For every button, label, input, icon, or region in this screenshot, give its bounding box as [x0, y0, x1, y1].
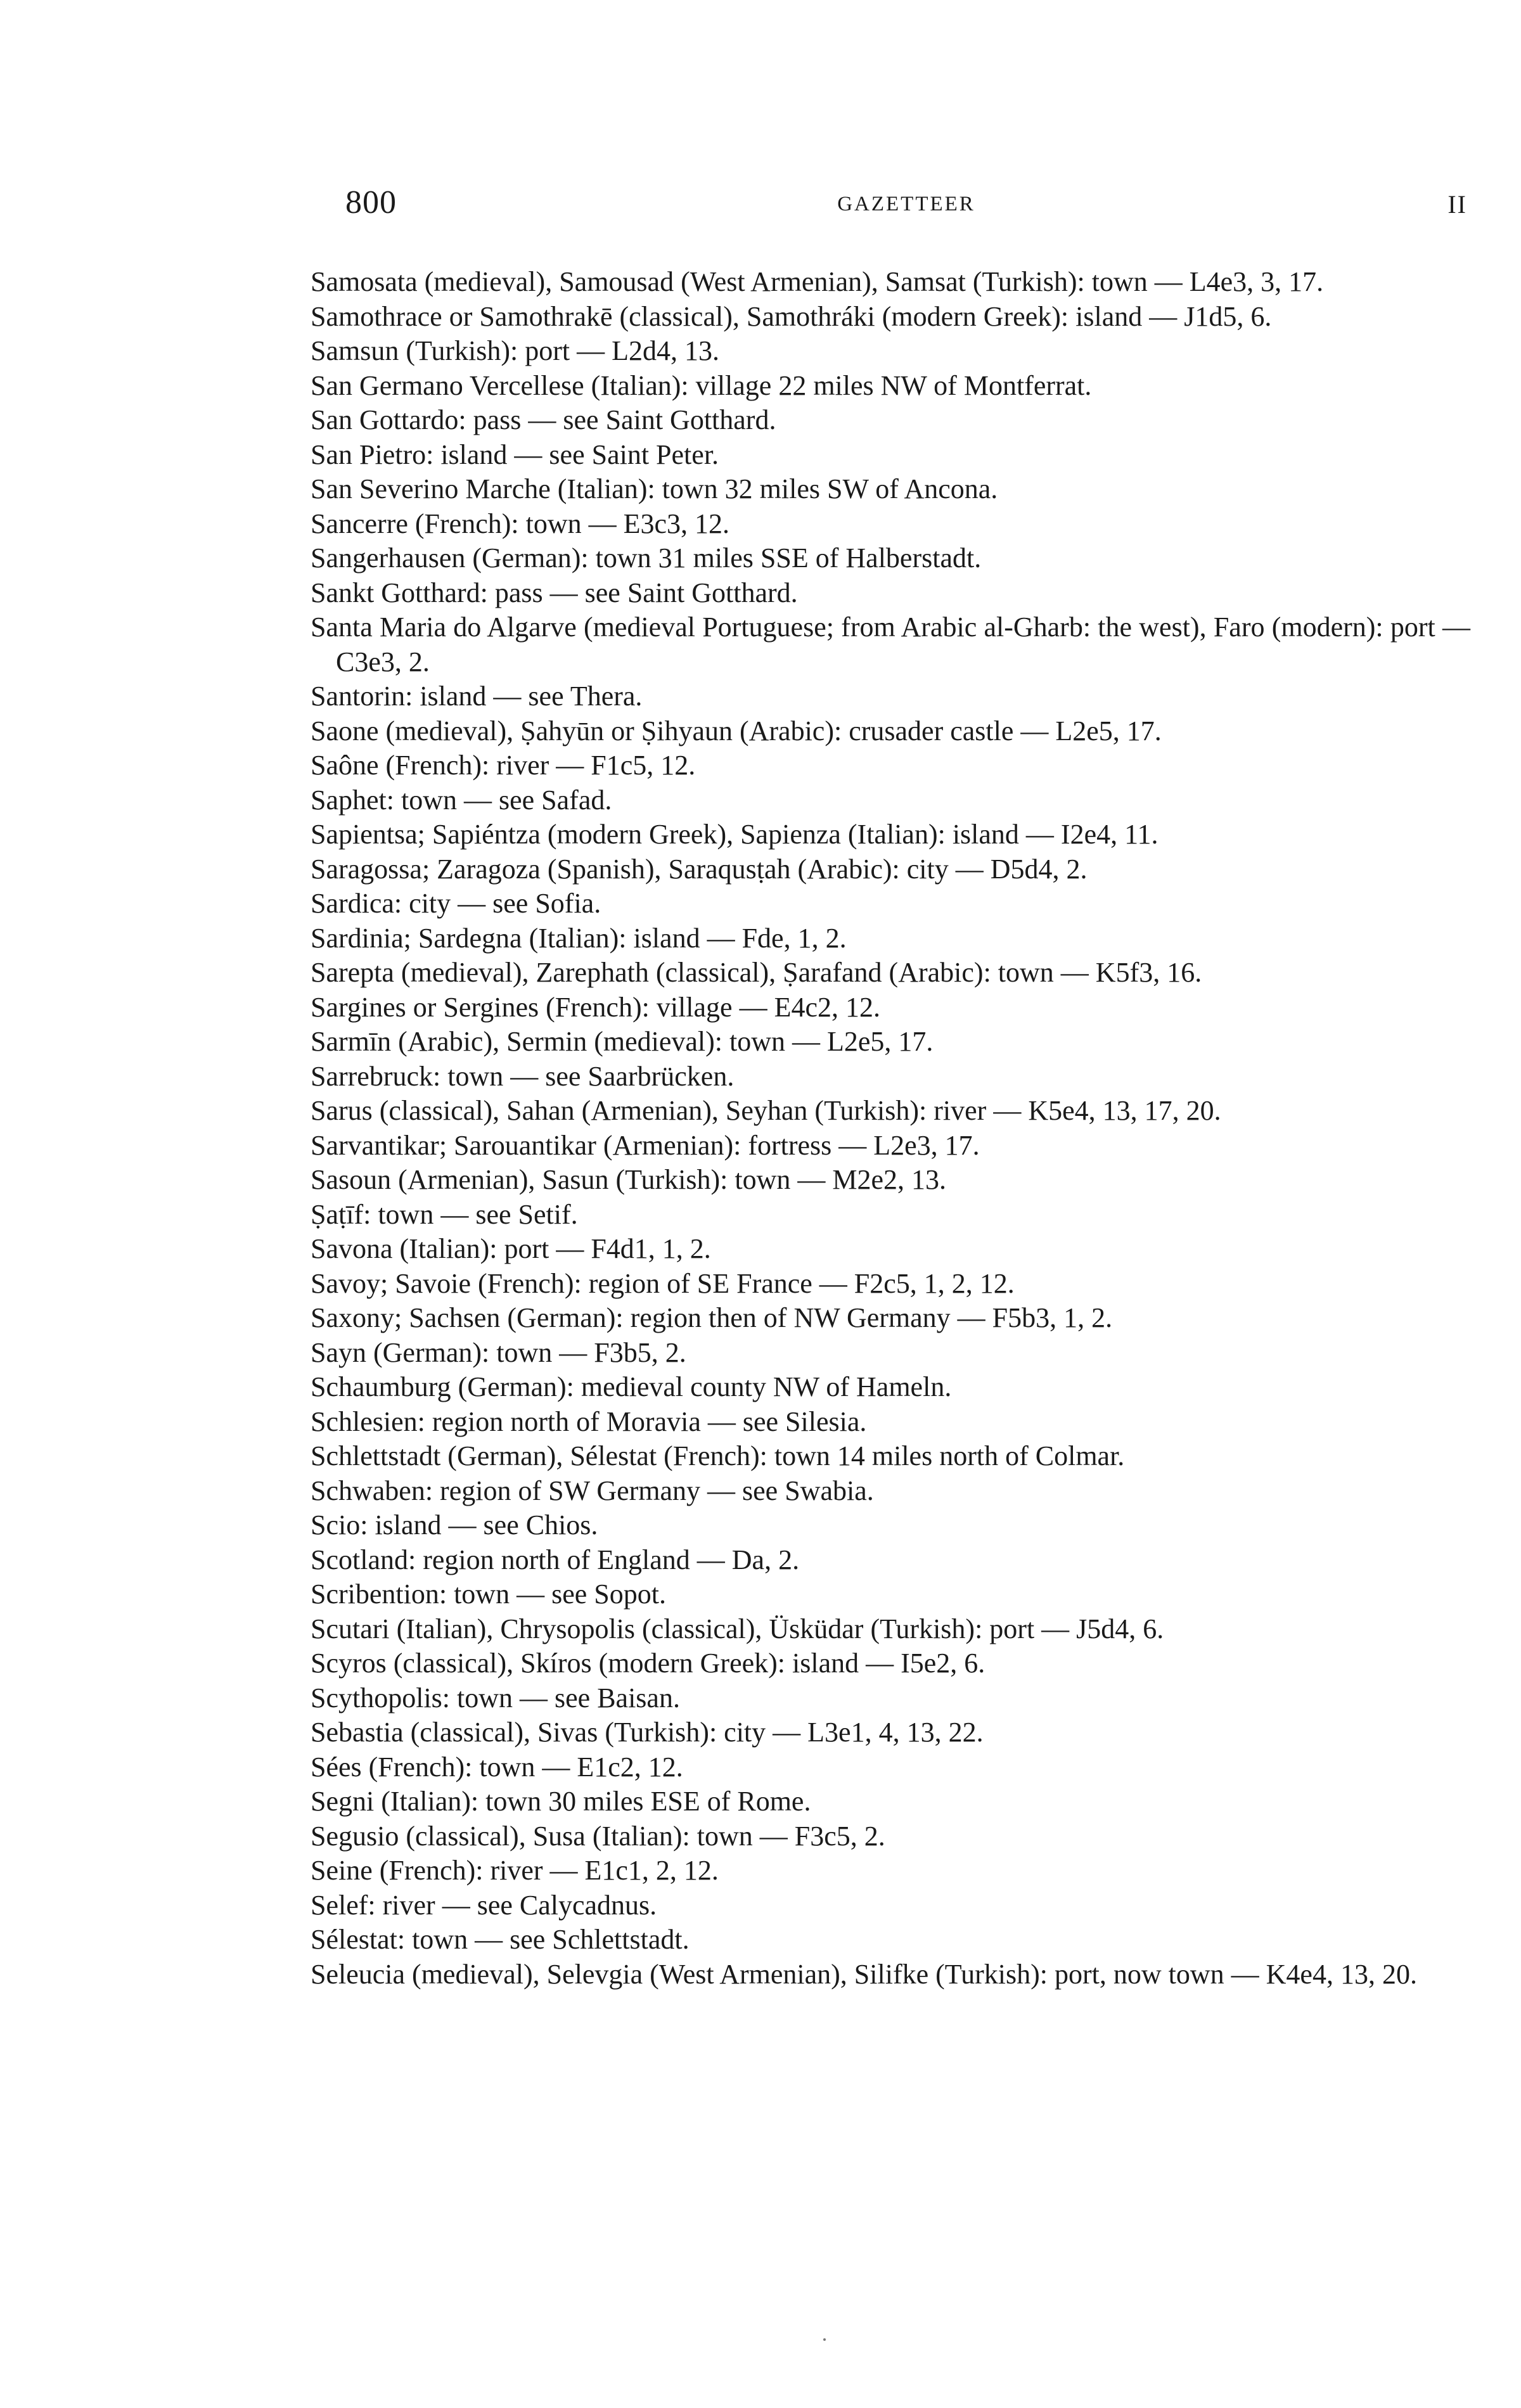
gazetteer-entry: Sarrebruck: town — see Saarbrücken.: [311, 1060, 735, 1092]
gazetteer-entry: Saxony; Sachsen (German): region then of NW Germany — F5b3, 1, 2.: [311, 1302, 1113, 1333]
running-title: GAZETTEER: [837, 193, 975, 215]
gazetteer-entry: Sayn (German): town — F3b5, 2.: [311, 1336, 686, 1368]
gazetteer-entry: Samothrace or Samothrakē (classical), Samothráki (modern Greek): island — J1d5, 6.: [311, 300, 1272, 332]
gazetteer-entry: Segni (Italian): town 30 miles ESE of Rome.: [311, 1786, 811, 1817]
gazetteer-entry: San Severino Marche (Italian): town 32 miles SW of Ancona.: [311, 473, 998, 504]
gazetteer-entry: Scythopolis: town — see Baisan.: [311, 1682, 680, 1713]
gazetteer-entry: Santa Maria do Algarve (medieval Portuguese; from Arabic al-Gharb: the west), Faro (modern): port — C3e3, 2.: [311, 612, 1470, 677]
gazetteer-entry: Saragossa; Zaragoza (Spanish), Saraqusṭah (Arabic): city — D5d4, 2.: [311, 853, 1088, 885]
gazetteer-entry-list: [311, 265, 1470, 1992]
gazetteer-entry: Scyros (classical), Skíros (modern Greek): island — I5e2, 6.: [311, 1648, 985, 1679]
gazetteer-entry: Sarmīn (Arabic), Sermin (medieval): town — L2e5, 17.: [311, 1026, 934, 1057]
gazetteer-entry: Schlettstadt (German), Sélestat (French): town 14 miles north of Colmar.: [311, 1440, 1125, 1471]
gazetteer-entry: Sardica: city — see Sofia.: [311, 888, 601, 919]
gazetteer-entry: Samosata (medieval), Samousad (West Armenian), Samsat (Turkish): town — L4e3, 3, 17.: [311, 266, 1324, 297]
gazetteer-entry: Scio: island — see Chios.: [311, 1509, 598, 1540]
gazetteer-entry: Selef: river — see Calycadnus.: [311, 1889, 657, 1921]
gazetteer-entry: San Pietro: island — see Saint Peter.: [311, 439, 719, 470]
gazetteer-entry: Schwaben: region of SW Germany — see Swabia.: [311, 1475, 874, 1506]
gazetteer-entry: Sancerre (French): town — E3c3, 12.: [311, 508, 730, 539]
gazetteer-entry: Savona (Italian): port — F4d1, 1, 2.: [311, 1233, 711, 1264]
gazetteer-entry: Sapientsa; Sapiéntza (modern Greek), Sapienza (Italian): island — I2e4, 11.: [311, 819, 1158, 850]
gazetteer-entry: Sangerhausen (German): town 31 miles SSE of Halberstadt.: [311, 542, 982, 573]
gazetteer-entry: Saphet: town — see Safad.: [311, 784, 612, 816]
gazetteer-entry: Sebastia (classical), Sivas (Turkish): city — L3e1, 4, 13, 22.: [311, 1717, 984, 1748]
gazetteer-entry: Schlesien: region north of Moravia — see Silesia.: [311, 1406, 867, 1437]
gazetteer-entry: Sasoun (Armenian), Sasun (Turkish): town — M2e2, 13.: [311, 1164, 946, 1195]
gazetteer-entry: Saone (medieval), Ṣahyūn or Ṣihyaun (Arabic): crusader castle — L2e5, 17.: [311, 715, 1162, 746]
gazetteer-entry: Savoy; Savoie (French): region of SE France — F2c5, 1, 2, 12.: [311, 1267, 1015, 1299]
gazetteer-entry: San Gottardo: pass — see Saint Gotthard.: [311, 404, 776, 435]
gazetteer-entry: Scotland: region north of England — Da, 2.: [311, 1544, 800, 1575]
gazetteer-entry: Sarepta (medieval), Zarephath (classical), Ṣarafand (Arabic): town — K5f3, 16.: [311, 957, 1202, 988]
gazetteer-entry: Seleucia (medieval), Selevgia (West Armenian), Silifke (Turkish): port, now town — K4e4, 13, 20.: [311, 1958, 1417, 1990]
gazetteer-entry: Sélestat: town — see Schlettstadt.: [311, 1924, 690, 1955]
page-number: 800: [345, 184, 397, 221]
page-header: [345, 184, 1467, 228]
gazetteer-entry: Saône (French): river — F1c5, 12.: [311, 750, 696, 781]
print-speck: [823, 2338, 826, 2341]
gazetteer-entry: Sargines or Sergines (French): village — E4c2, 12.: [311, 991, 880, 1023]
section-marker: II: [1447, 190, 1467, 219]
gazetteer-entry: San Germano Vercellese (Italian): village 22 miles NW of Montferrat.: [311, 369, 1092, 401]
gazetteer-entry: Sankt Gotthard: pass — see Saint Gotthard.: [311, 577, 798, 608]
gazetteer-entry: Seine (French): river — E1c1, 2, 12.: [311, 1855, 719, 1886]
gazetteer-entry: Sées (French): town — E1c2, 12.: [311, 1751, 683, 1783]
gazetteer-entry: Segusio (classical), Susa (Italian): town — F3c5, 2.: [311, 1820, 885, 1852]
gazetteer-entry: Sarus (classical), Sahan (Armenian), Seyhan (Turkish): river — K5e4, 13, 17, 20.: [311, 1095, 1221, 1126]
gazetteer-entry: Schaumburg (German): medieval county NW of Hameln.: [311, 1371, 952, 1402]
gazetteer-entry: Samsun (Turkish): port — L2d4, 13.: [311, 335, 719, 366]
gazetteer-entry: Santorin: island — see Thera.: [311, 681, 643, 712]
gazetteer-entry: Scribention: town — see Sopot.: [311, 1579, 666, 1610]
gazetteer-entry: Scutari (Italian), Chrysopolis (classical), Üsküdar (Turkish): port — J5d4, 6.: [311, 1613, 1164, 1644]
gazetteer-entry: Sardinia; Sardegna (Italian): island — Fde, 1, 2.: [311, 922, 847, 954]
gazetteer-entry: Sarvantikar; Sarouantikar (Armenian): fortress — L2e3, 17.: [311, 1129, 980, 1161]
gazetteer-entry: Ṣaṭīf: town — see Setif.: [311, 1198, 578, 1230]
